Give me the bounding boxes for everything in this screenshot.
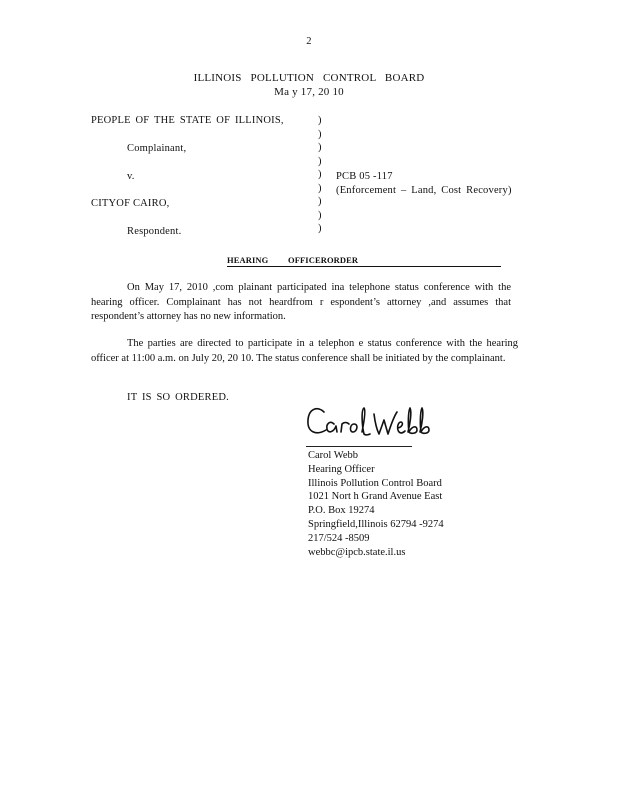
signer-agency: Illinois Pollution Control Board [308,477,442,489]
signer-title: Hearing Officer [308,463,375,475]
page-number: 2 [306,36,312,47]
signer-po-box: P.O. Box 19274 [308,505,375,517]
order-title-hearing: HEARING [227,255,269,265]
order-title [227,256,501,267]
order-date: Ma y 17, 20 10 [274,86,344,98]
signer-street: 1021 Nort h Grand Avenue East [308,491,443,503]
signer-city: Springfield,Illinois 62794 -9274 [308,518,444,530]
signature-block [308,449,444,559]
closing-ordered: IT IS SO ORDERED. [127,392,229,403]
caption-respondent-label: Respondent. [127,226,182,237]
case-type: (Enforcement – Land, Cost Recovery) [336,185,512,196]
agency-title: ILLINOIS POLLUTION CONTROL BOARD [193,72,425,84]
signer-email: webbc@ipcb.state.il.us [308,546,406,558]
signer-name: Carol Webb [308,450,358,461]
body-paragraph-2: The parties are directed to participate in a telephon e status conference with the hearing officer at 11:00 a.m. on July 20, 20 10. The status conference shall be initiated by the complainant. [91,338,518,364]
caption-plaintiff: PEOPLE OF THE STATE OF ILLINOIS, [91,115,284,126]
caption-complainant-label: Complainant, [127,143,187,154]
order-title-officer-order: OFFICERORDER [288,255,359,265]
caption-defendant: CITYOF CAIRO, [91,198,170,209]
body-paragraph-1: On May 17, 2010 ,com plainant participated ina telephone status conference with the hearing officer. Complainant has not heardfrom r espondent’s attorney ,and assumes that respondent’s attorney has no new information. [91,282,511,322]
caption-bracket-column: ) ) ) ) ) ) ) ) ) [318,115,322,234]
handwritten-signature [304,402,436,444]
case-number: PCB 05 -117 [336,171,393,182]
caption-versus: v. [127,171,135,182]
signature-line [306,446,412,447]
signer-phone: 217/524 -8509 [308,532,370,544]
